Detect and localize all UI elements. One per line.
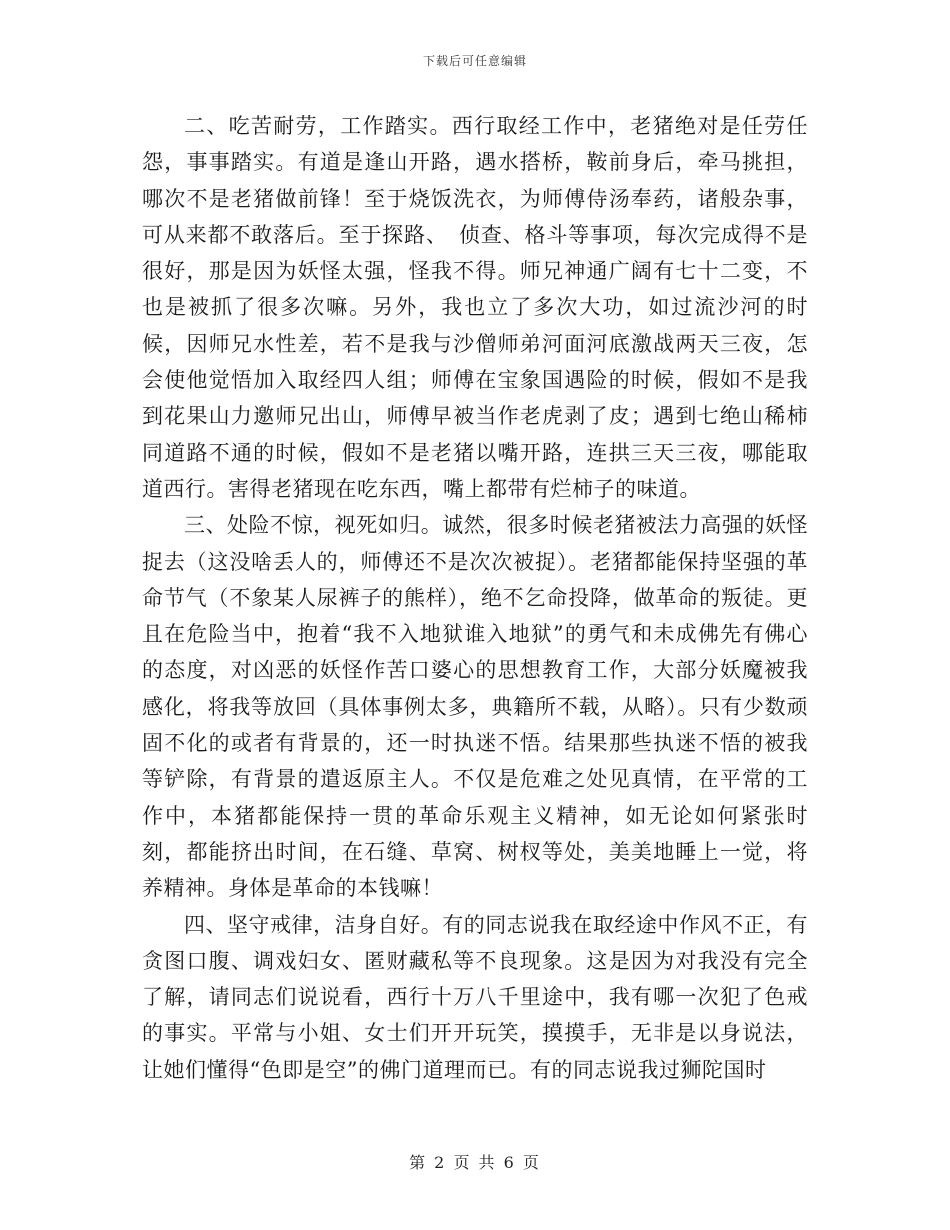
paragraph-3: 三、处险不惊，视死如归。诚然，很多时候老猪被法力高强的妖怪捉去（这没啥丢人的，师傅还不是次次被捉）。老猪都能保持坚强的革命节气（不象某人尿裤子的熊样），绝不乞命投降，做革命的叛徒。更且在危险当中，抱着“我不入地狱谁入地狱”的勇气和未成佛先有佛心的态度，对凶恶的妖怪作苦口婆心的思想教育工作，大部分妖魔被我感化，将我等放回（具体事例太多，典籍所不载，从略）。只有少数顽固不化的或者有背景的，还一时执迷不悟。结果那些执迷不悟的被我等铲除，有背景的遣返原主人。不仅是危难之处见真情，在平常的工作中，本猪都能保持一贯的革命乐观主义精神，如无论如何紧张时刻，都能挤出时间，在石缝、草窝、树杈等处，美美地睡上一觉，将养精神。身体是革命的本钱嘛！ <box>142 513 808 901</box>
page-number-footer: 第 2 页 共 6 页 <box>409 1153 541 1172</box>
paragraph-4: 四、坚守戒律，洁身自好。有的同志说我在取经途中作风不正，有贪图口腹、调戏妇女、匿财藏私等不良现象。这是因为对我没有完全了解，请同志们说说看，西行十万八千里途中，我有哪一次犯了色戒的事实。平常与小姐、女士们开开玩笑，摸摸手，无非是以身说法，让她们懂得“色即是空”的佛门道理而已。有的同志说我过狮陀国时 <box>142 912 808 1082</box>
paragraph-2: 二、吃苦耐劳，工作踏实。西行取经工作中，老猪绝对是任劳任怨，事事踏实。有道是逢山开路，遇水搭桥，鞍前身后，牵马挑担，哪次不是老猪做前锋！至于烧饭洗衣，为师傅侍汤奉药，诸般杂事，可从来都不敢落后。至于探路、 侦查、格斗等事项，每次完成得不是很好，那是因为妖怪太强，怪我不得。师兄神通广阔有七十二变，不也是被抓了很多次嘛。另外，我也立了多次大功，如过流沙河的时候，因师兄水性差，若不是我与沙僧师弟河面河底激战两天三夜，怎会使他觉悟加入取经四人组；师傅在宝象国遇险的时候，假如不是我到花果山力邀师兄出山，师傅早被当作老虎剥了皮；遇到七绝山稀柿同道路不通的时候，假如不是老猪以嘴开路，连拱三天三夜，哪能取道西行。害得老猪现在吃东西，嘴上都带有烂柿子的味道。 <box>142 114 808 501</box>
page-header-note: 下载后可任意编辑 <box>422 54 527 68</box>
document-body <box>142 108 808 1088</box>
